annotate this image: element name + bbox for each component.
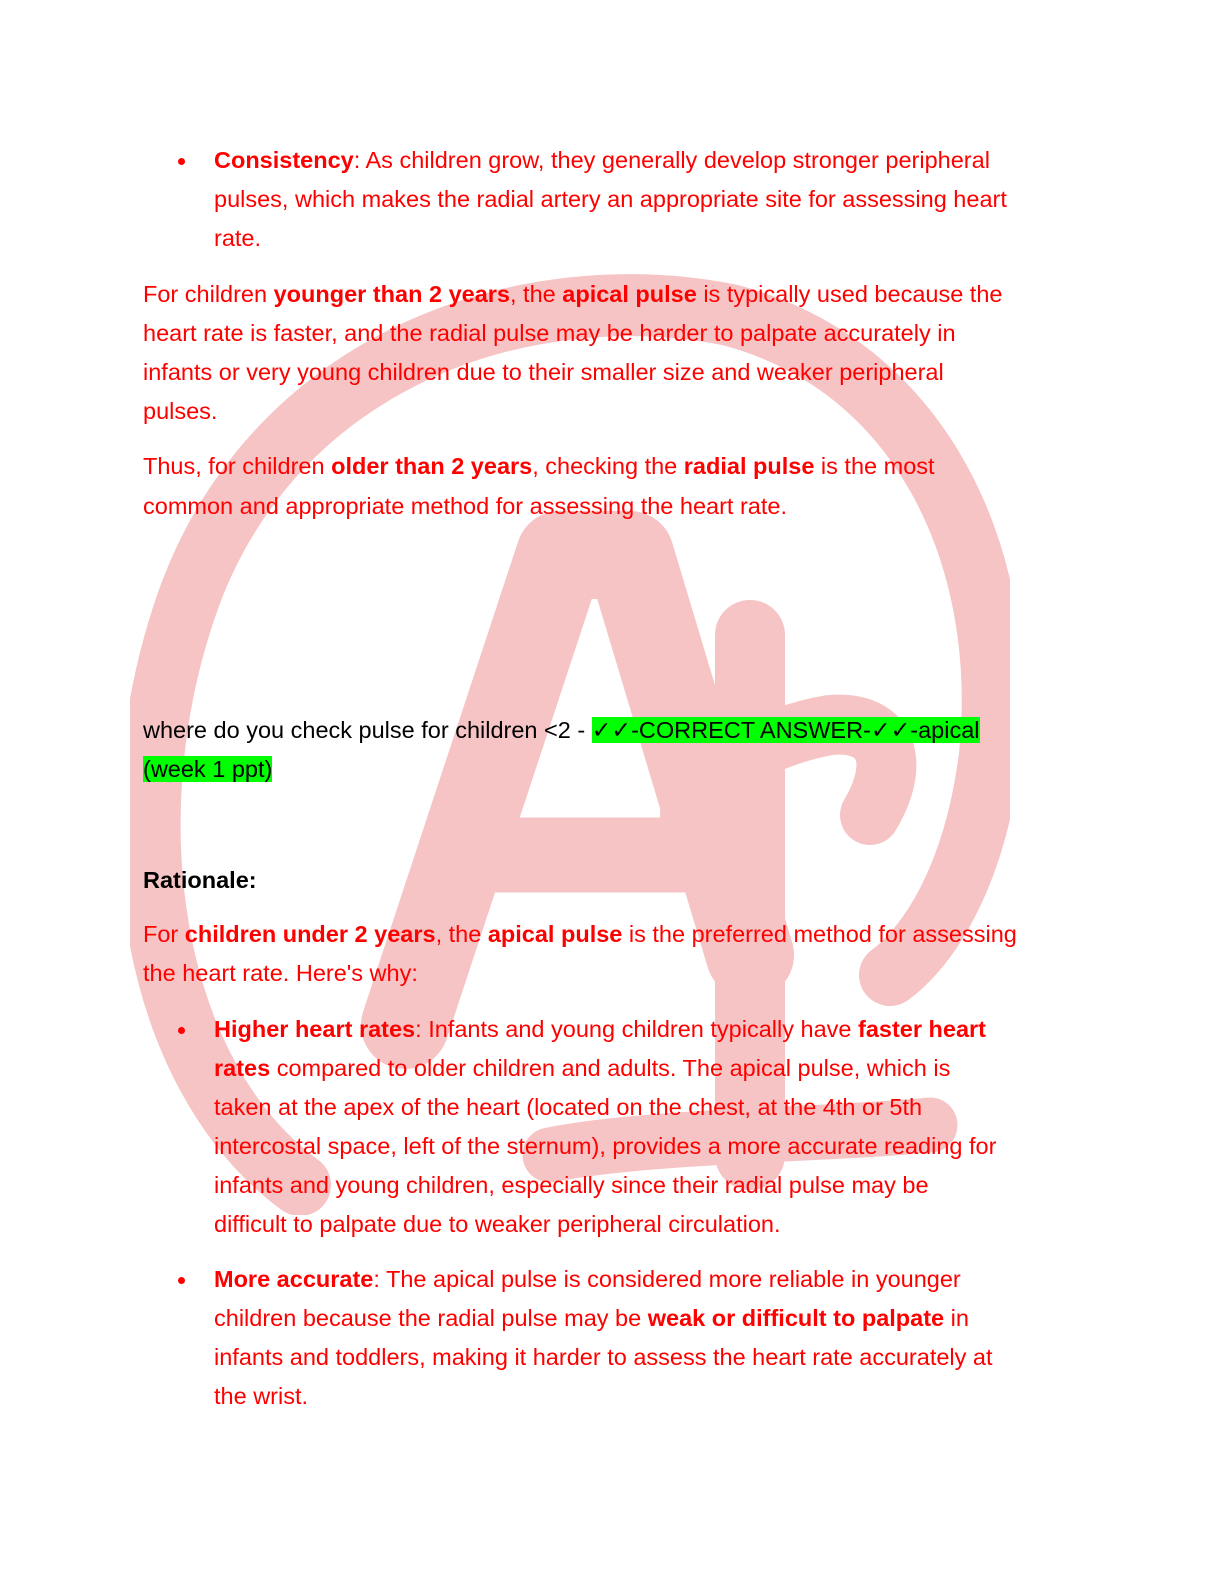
answer-highlight-source: (week 1 ppt): [143, 756, 273, 782]
bullet-heart-rates-line-2: [214, 1049, 950, 1088]
question-line-2: [143, 750, 272, 789]
bullet-consistency-line-2: pulses, which makes the radial artery an appropriate site for assessing heart: [214, 186, 1007, 212]
bold-term: radial pulse: [683, 453, 815, 479]
bullet-more-accurate-line-2: [214, 1299, 969, 1338]
bullet-marker: [178, 158, 185, 165]
bullet-heart-rates-line-3: taken at the apex of the heart (located on the chest, at the 4th or 5th: [214, 1094, 923, 1120]
bullet-consistency-line-1: [214, 141, 990, 180]
paragraph-older-line-2: common and appropriate method for assessing the heart rate.: [143, 493, 788, 519]
paragraph-younger-line-2: heart rate is faster, and the radial pulse may be harder to palpate accurately in: [143, 320, 956, 346]
bold-term: rates: [214, 1055, 271, 1081]
paragraph-younger-line-3: infants or very young children due to their smaller size and weaker peripheral: [143, 359, 944, 385]
text-run: is the most: [814, 453, 935, 479]
bold-term: weak or difficult to palpate: [647, 1305, 945, 1331]
bold-term: apical pulse: [487, 921, 623, 947]
bullet-heart-rates-line-4: intercostal space, left of the sternum), provides a more accurate reading for: [214, 1133, 997, 1159]
rationale-heading: Rationale:: [143, 867, 257, 893]
paragraph-younger-line-4: pulses.: [143, 398, 218, 424]
paragraph-under-2-line-2: the heart rate. Here's why:: [143, 960, 418, 986]
text-run: , the: [435, 921, 488, 947]
bold-term: More accurate: [214, 1266, 374, 1292]
text-run: is the preferred method for assessing: [622, 921, 1017, 947]
answer-highlight: ✓✓-CORRECT ANSWER-✓✓-apical: [591, 717, 980, 743]
text-run: Thus, for children: [143, 453, 332, 479]
text-run: compared to older children and adults. The apical pulse, which is: [270, 1055, 951, 1081]
bullet-heart-rates-line-1: [214, 1010, 986, 1049]
bold-term: faster heart: [858, 1016, 986, 1042]
bold-term: younger than 2 years: [273, 281, 510, 307]
bold-term: Higher heart rates: [214, 1016, 416, 1042]
paragraph-older-line-1: [143, 447, 935, 486]
bullet-heart-rates-line-5: infants and young children, especially since their radial pulse may be: [214, 1172, 929, 1198]
text-run: , the: [510, 281, 563, 307]
bold-term: children under 2 years: [184, 921, 436, 947]
paragraph-younger-line-1: [143, 275, 1002, 314]
text-run: : The apical pulse is considered more reliable in younger: [373, 1266, 961, 1292]
question-line-1: [143, 711, 980, 750]
paragraph-under-2-line-1: [143, 915, 1017, 954]
bullet-heart-rates-line-6: difficult to palpate due to weaker peripheral circulation.: [214, 1211, 781, 1237]
text-run: in: [944, 1305, 969, 1331]
bold-term: apical pulse: [562, 281, 697, 307]
text-run: For: [143, 921, 185, 947]
bold-term: older than 2 years: [331, 453, 533, 479]
bold-term: Consistency: [214, 147, 354, 173]
bullet-consistency-line-3: rate.: [214, 225, 262, 251]
text-run: : Infants and young children typically have: [415, 1016, 858, 1042]
text-run: : As children grow, they generally develop stronger peripheral: [353, 147, 990, 173]
text-run: For children: [143, 281, 274, 307]
bullet-more-accurate-line-3: infants and toddlers, making it harder to assess the heart rate accurately at: [214, 1344, 993, 1370]
text-run: , checking the: [532, 453, 684, 479]
text-run: is typically used because the: [696, 281, 1003, 307]
bullet-marker: [178, 1027, 185, 1034]
text-run: children because the radial pulse may be: [214, 1305, 648, 1331]
bullet-more-accurate-line-4: the wrist.: [214, 1383, 309, 1409]
bullet-more-accurate-line-1: [214, 1260, 961, 1299]
bullet-marker: [178, 1277, 185, 1284]
question-text: where do you check pulse for children <2 -: [143, 717, 592, 743]
